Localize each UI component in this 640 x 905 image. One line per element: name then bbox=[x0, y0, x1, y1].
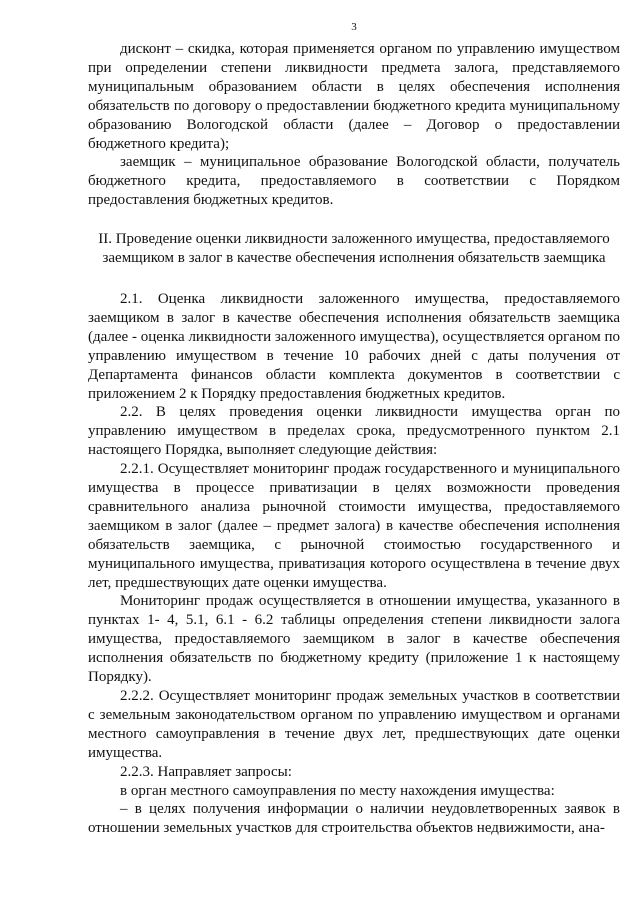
section-heading: II. Проведение оценки ликвидности заложенного имущества, предоставляемого заемщиком в залог в качестве обеспечения исполнения обязательств заемщика bbox=[98, 231, 610, 267]
definition-borrower: заемщик – муниципальное образование Вологодской области, получатель бюджетного кредита, предоставляемого в соответствии с Порядком предоставления бюджетных кредитов. bbox=[88, 154, 620, 209]
document-page bbox=[88, 0, 620, 905]
definition-discount: дисконт – скидка, которая применяется органом по управлению имуществом при определении степени ликвидности предмета залога, представляемого муниципальным образованием области в целях обеспечения исполнения обязательств по договору о предоставлении бюджетного кредита муниципальному образованию Вологодской области (далее – Договор о предоставлении бюджетного кредита); bbox=[88, 41, 620, 152]
paragraph-2-2-3: 2.2.3. Направляет запросы: bbox=[120, 763, 292, 780]
paragraph-2-1: 2.1. Оценка ликвидности заложенного имущества, предоставляемого заемщиком в залог в качестве обеспечения исполнения обязательств заемщика (далее - оценка ликвидности заложенного имущества), осуществляется органом по управлению имуществом в течение 10 рабочих дней с даты получения от Департамента финансов области комплекта документов в соответствии с приложением 2 к Порядку предоставления бюджетных кредитов. bbox=[88, 290, 620, 402]
paragraph-monitoring: Мониторинг продаж осуществляется в отношении имущества, указанного в пунктах 1- 4, 5.1, 6.1 - 6.2 таблицы определения степени ликвидности залога имущества, предоставляемого заемщиком в залог в качестве обеспечения исполнения обязательств по бюджетному кредиту (приложение 1 к настоящему Порядку). bbox=[88, 593, 620, 686]
paragraph-local-authority: в орган местного самоуправления по месту нахождения имущества: bbox=[120, 782, 555, 799]
paragraph-request-purpose: – в целях получения информации о наличии неудовлетворенных заявок в отношении земельных участков для строительства объектов недвижимости, ана- bbox=[88, 801, 620, 837]
paragraph-2-2-1: 2.2.1. Осуществляет мониторинг продаж государственного и муниципального имущества в процессе приватизации в целях возможности проведения сравнительного анализа рыночной стоимости имущества, предоставляемого заемщиком в залог (далее – предмет залога) в качестве обеспечения исполнения обязательств заемщика, с рыночной стоимостью государственного и муниципального имущества, приватизация которого осуществлена в течение двух лет, предшествующих дате оценки имущества. bbox=[88, 461, 620, 591]
paragraph-2-2: 2.2. В целях проведения оценки ликвидности имущества орган по управлению имуществом в пределах срока, предусмотренного пунктом 2.1 настоящего Порядка, выполняет следующие действия: bbox=[88, 404, 620, 459]
document-body bbox=[88, 40, 620, 838]
page-number: 3 bbox=[351, 21, 357, 33]
paragraph-2-2-2: 2.2.2. Осуществляет мониторинг продаж земельных участков в соответствии с земельным законодательством органом по управлению имуществом и органами местного самоуправления в течение двух лет, предшествующих дате оценки имущества. bbox=[88, 688, 620, 761]
